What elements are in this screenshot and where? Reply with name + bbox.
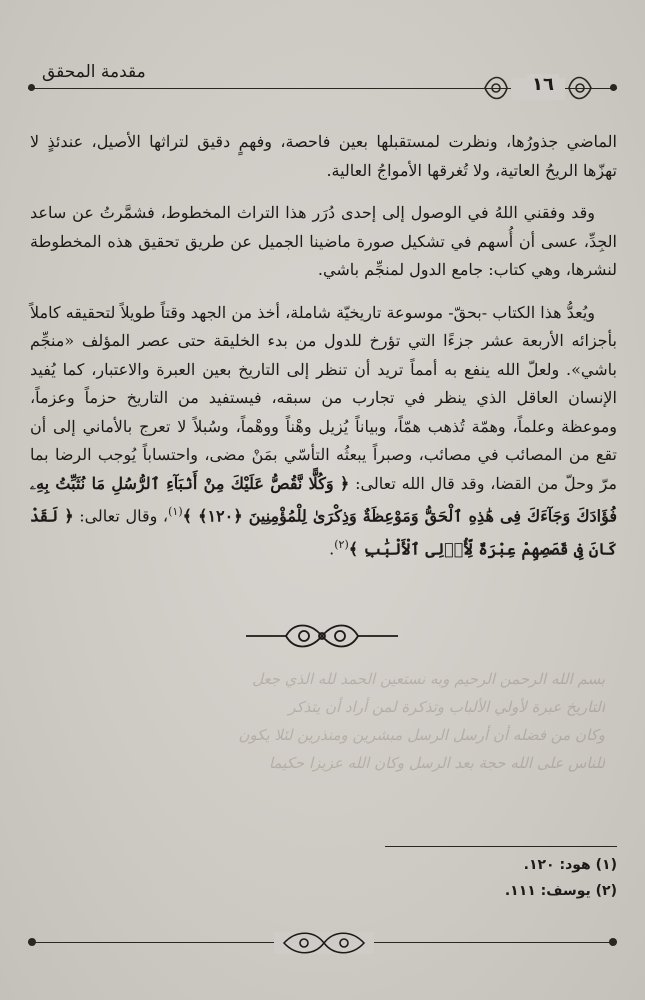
header-dot-right	[610, 84, 617, 91]
footnote-rule	[385, 846, 617, 847]
footnote-ref-2: (٢)	[334, 537, 349, 551]
footnote-number: (١)	[595, 857, 617, 873]
running-title: مقدمة المحقق	[42, 62, 146, 82]
footer-dot-left	[28, 938, 36, 946]
section-ornament-icon	[242, 618, 402, 654]
footnote-2	[317, 878, 617, 904]
footnote-text: يوسف: ١١١.	[504, 883, 591, 899]
footnote-number: (٢)	[595, 883, 617, 899]
page-header	[28, 62, 617, 102]
footnote-1	[317, 852, 617, 878]
footer-dot-right	[609, 938, 617, 946]
end-text: .	[329, 539, 335, 559]
paragraph-3-text: ويُعدُّ هذا الكتاب -بحقّ- موسوعة تاريخيّة شاملة، أخذ من الجهد وقتاً طويلاً لتحقيقه كاملاً بأجزائه الأربعة عشر جزءًا التي تؤرخ للدول من بدء الخليقة حتى عصر المؤلف «منجِّم باشي». ولعلّ الله ينفع به أمماً تريد أن تنظر إلى التاريخ بعين العبرة والاعتبار، كما يُفيد الإنسان العاقل الذي ينظر في تجارب من سبقه، فيستفيد من التاريخ حزماً وعزماً، وموعظة وعلماً، وهمّة تُذهب همّاً، وبياناً يُزيل وهْناً ووهْماً، وسُبلاً لا تعرج بالأماني إلى أن تقع من المصائب في مصائب، وصبراً يبعثُه التأسّي بمَنْ مضى، واحتساباً يُوجب الرضا بما مرّ وحلّ من القضا، وقد قال الله تعالى:	[30, 302, 617, 493]
bleed-line: التاريخ عبرة لأولي الألباب وتذكرة لمن أراد أن يتذكر	[288, 698, 605, 716]
page-number: ١٦	[527, 74, 559, 95]
paragraph-3	[30, 299, 617, 564]
footer-ornament-icon	[274, 928, 374, 958]
page-footer	[28, 928, 617, 958]
main-text	[30, 128, 617, 578]
footnote-text: هود: ١٢٠.	[523, 857, 591, 873]
connector-text: ، وقال تعالى:	[79, 506, 169, 526]
bleed-through-text	[40, 665, 605, 835]
bleed-line: للناس على الله حجة بعد الرسل وكان الله عزيزا حكيما	[268, 754, 605, 772]
paragraph-1: الماضي جذورُها، ونظرت لمستقبلها بعين فاحصة، وفهمٍ دقيق لتراثها الأصيل، عندئذٍ لا تهزّها الريحُ العاتية، ولا تُغرقها الأمواجُ العالية.	[30, 132, 617, 180]
header-dot-left	[28, 84, 35, 91]
footnote-ref-1: (١)	[168, 505, 183, 518]
quran-verse-2: ﴿ لَقَدْ كَانَ فِى قَصَصِهِمْ عِبْرَةٌ لِّأُو۟لِى ٱلْأَلْبَٰبِ ﴾	[30, 506, 617, 559]
footnotes	[317, 852, 617, 904]
quran-verse-1: ﴿ وَكُلًّا نَّقُصُّ عَلَيْكَ مِنْ أَنۢبَآءِ ٱلرُّسُلِ مَا نُثَبِّتُ بِهِۦ فُؤَادَكَ وَجَآءَكَ فِى هَٰذِهِ ٱلْحَقُّ وَمَوْعِظَةٌ وَذِكْرَىٰ لِلْمُؤْمِنِينَ ﴿١٢٠﴾ ﴾	[30, 473, 618, 526]
paragraph-2: وقد وفقني اللهُ في الوصول إلى إحدى دُرَر هذا التراث المخطوط، فشمَّرتُ عن ساعد الجِدِّ، عسى أن أُسهم في تشكيل صورة ماضينا الجميل عن طريق تحقيق هذه المخطوطة لنشرها، وهي كتاب: جامع الدول لمنجِّم باشي.	[30, 203, 617, 279]
bleed-line: وكان من فضله أن أرسل الرسل مبشرين ومنذرين لئلا يكون	[238, 726, 605, 744]
bleed-line: بسم الله الرحمن الرحيم وبه نستعين الحمد لله الذي جعل	[252, 670, 605, 688]
